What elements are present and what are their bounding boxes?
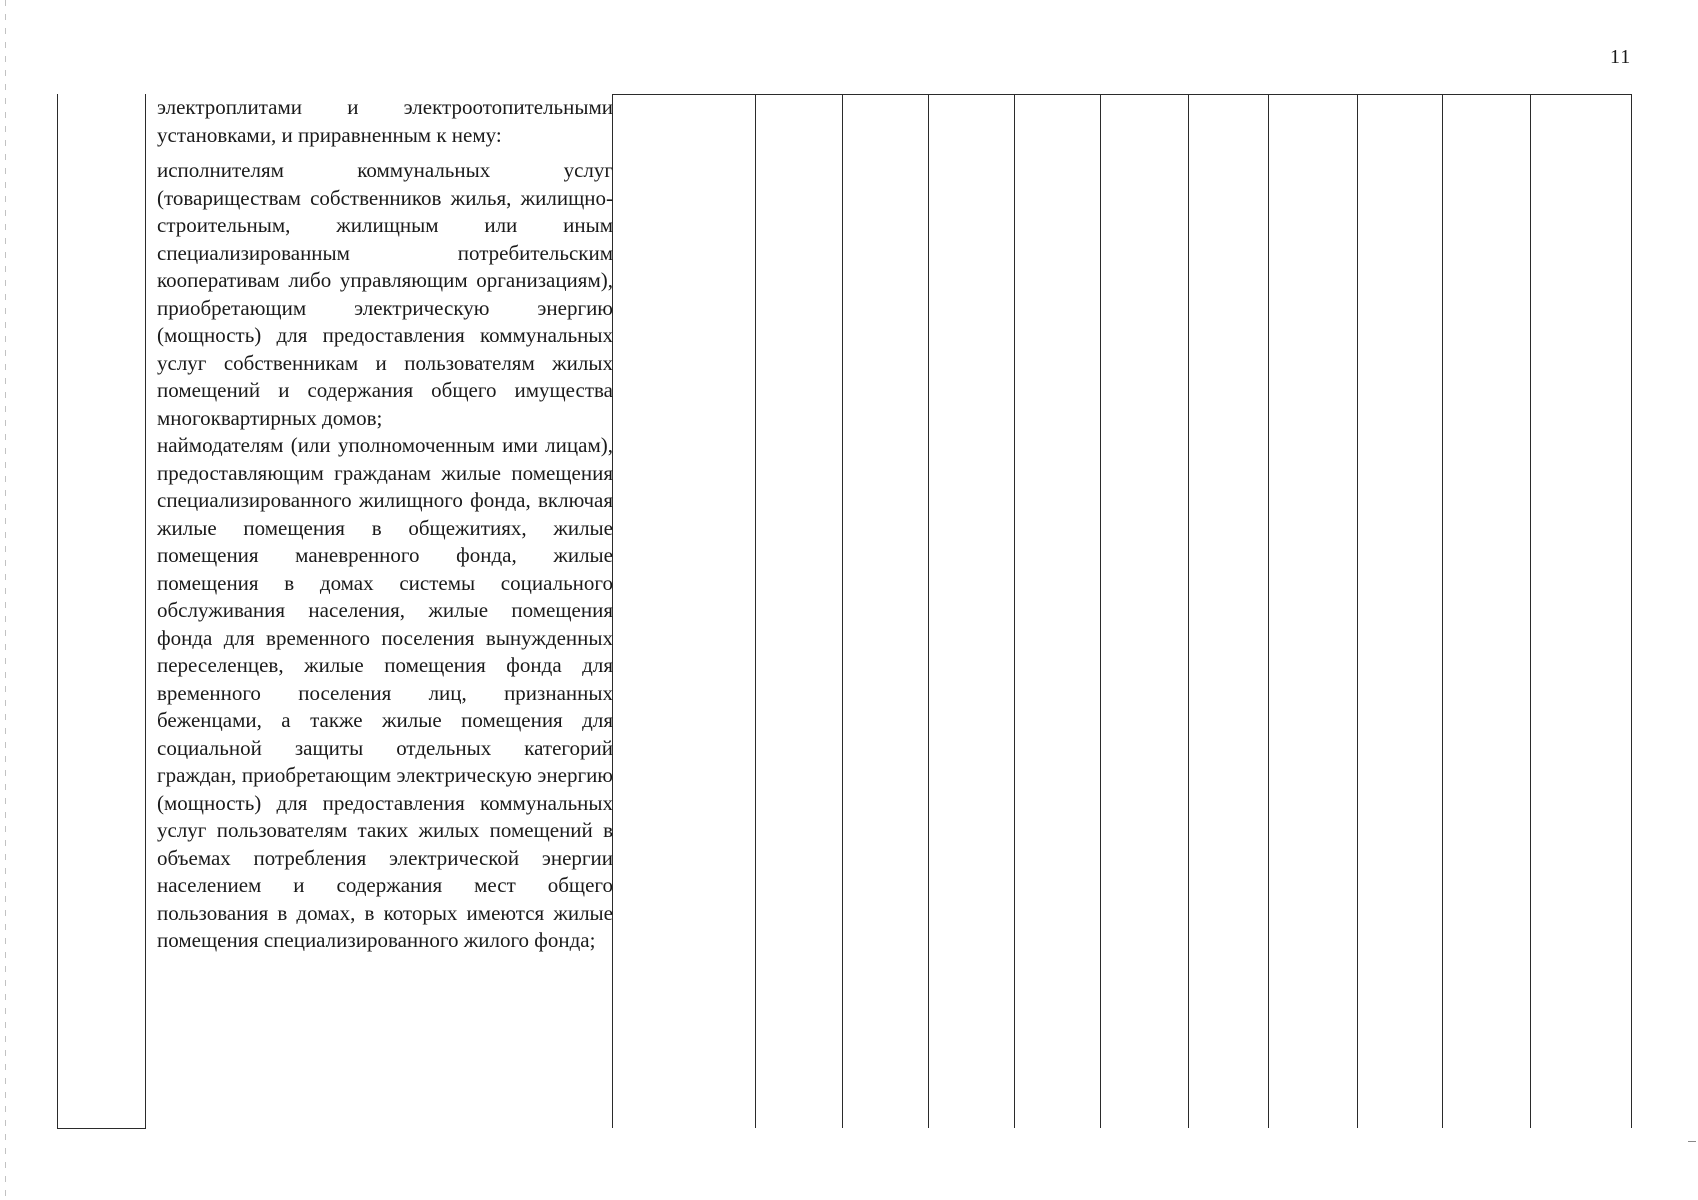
value-cell [613, 94, 755, 1128]
value-cell [756, 94, 842, 1128]
value-cell [1269, 94, 1357, 1128]
value-cell [843, 94, 928, 1128]
value-cell [1531, 94, 1631, 1128]
scan-edge-artifact [5, 0, 6, 1200]
table-right-border [1631, 94, 1632, 1128]
value-cell [1358, 94, 1442, 1128]
value-cell [1189, 94, 1268, 1128]
utility-providers-paragraph: исполнителям коммунальных услуг (товариществам собственников жилья, жилищно-строительным, жилищным или иным специализированным потребительским кооперативам либо управляющим организациям), приобретающим электрическую энергию (мощность) для предоставления коммунальных услуг собственникам и пользователям жилых помещений и содержания общего имущества многоквартирных домов; [157, 158, 613, 430]
value-cell [1101, 94, 1188, 1128]
scan-mark-artifact [1688, 1141, 1696, 1142]
value-cell [1443, 94, 1530, 1128]
intro-text: электроплитами и электроотопительными установками, и приравненным к нему: [157, 95, 613, 147]
page-number: 11 [1610, 46, 1632, 68]
value-cell [929, 94, 1014, 1128]
tariff-table [57, 94, 1633, 1129]
consumer-category-description [157, 94, 613, 955]
number-column-bottom-border [57, 1128, 146, 1129]
value-cell [1015, 94, 1100, 1128]
table-left-border [57, 94, 58, 1128]
landlords-paragraph: наймодателям (или уполномоченным ими лицам), предоставляющим гражданам жилые помещения специализированного жилищного фонда, включая жилые помещения в общежитиях, жилые помещения маневренного фонда, жилые помещения в домах системы социального обслуживания населения, жилые помещения фонда для временного поселения вынужденных переселенцев, жилые помещения фонда для временного поселения лиц, признанных беженцами, а также жилые помещения для социальной защиты отдельных категорий граждан, приобретающим электрическую энергию (мощность) для предоставления коммунальных услуг пользователям таких жилых помещений в объемах потребления электрической энергии населением и содержания мест общего пользования в домах, в которых имеются жилые помещения специализированного жилого фонда; [157, 433, 613, 952]
number-column-divider [145, 94, 146, 1128]
